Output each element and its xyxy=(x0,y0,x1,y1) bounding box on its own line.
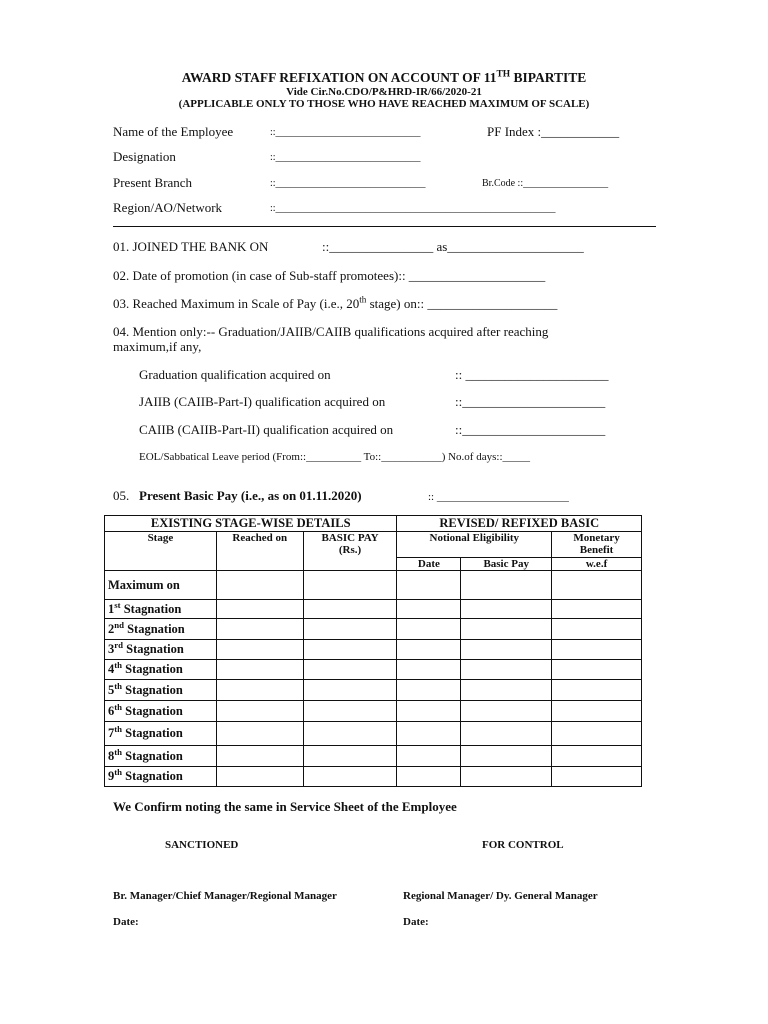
basic-pay-number: 05. xyxy=(113,488,130,503)
existing-details-header: EXISTING STAGE-WISE DETAILS xyxy=(105,516,397,532)
notional-basic-cell[interactable] xyxy=(461,746,552,767)
qualifications-instruction-cont: maximum,if any, xyxy=(113,339,202,354)
wef-cell[interactable] xyxy=(552,660,642,680)
table-row xyxy=(105,680,642,701)
page-title: AWARD STAFF REFIXATION ON ACCOUNT OF 11TH BIPARTITE xyxy=(181,69,587,85)
reached-on-cell[interactable] xyxy=(216,600,303,619)
table-row xyxy=(105,619,642,640)
notional-date-cell[interactable] xyxy=(397,746,461,767)
caiib-field[interactable]: ::______________________ xyxy=(455,422,606,437)
branch-manager-signatory: Br. Manager/Chief Manager/Regional Manager xyxy=(113,890,337,902)
basic-pay-cell[interactable] xyxy=(303,767,397,787)
reached-on-cell[interactable] xyxy=(216,660,303,680)
table-row xyxy=(105,746,642,767)
wef-cell[interactable] xyxy=(552,680,642,701)
sanctioned-label: SANCTIONED xyxy=(165,839,239,851)
notional-basic-cell[interactable] xyxy=(461,767,552,787)
basic-column-header: Basic Pay xyxy=(461,558,552,571)
table-row xyxy=(105,701,642,722)
notional-basic-cell[interactable] xyxy=(461,619,552,640)
regional-manager-signatory: Regional Manager/ Dy. General Manager xyxy=(403,890,598,902)
notional-date-cell[interactable] xyxy=(397,660,461,680)
qualifications-instruction: 04. Mention only:-- Graduation/JAIIB/CAIIB qualifications acquired after reaching xyxy=(113,324,549,339)
reached-on-column-header: Reached on xyxy=(216,532,303,571)
wef-cell[interactable] xyxy=(552,767,642,787)
section-divider xyxy=(113,226,656,227)
wef-cell[interactable] xyxy=(552,640,642,660)
wef-cell[interactable] xyxy=(552,746,642,767)
promotion-date-field[interactable]: 02. Date of promotion (in case of Sub-staff promotees):: _____________________ xyxy=(113,268,546,283)
reached-on-cell[interactable] xyxy=(216,640,303,660)
basic-pay-field[interactable]: :: ________________________ xyxy=(428,491,569,503)
notional-basic-cell[interactable] xyxy=(461,640,552,660)
basic-pay-column-header: BASIC PAY (Rs.) xyxy=(303,532,397,571)
notional-date-cell[interactable] xyxy=(397,722,461,746)
notional-basic-cell[interactable] xyxy=(461,571,552,600)
stage-cell: 8th Stagnation xyxy=(105,746,217,767)
joined-bank-label: 01. JOINED THE BANK ON xyxy=(113,239,269,254)
reached-on-cell[interactable] xyxy=(216,746,303,767)
notional-basic-cell[interactable] xyxy=(461,680,552,701)
notional-date-cell[interactable] xyxy=(397,571,461,600)
stage-column-header: Stage xyxy=(105,532,217,571)
table-row xyxy=(105,722,642,746)
joined-bank-field[interactable]: ::________________ as_____________________ xyxy=(322,239,584,254)
branch-field[interactable]: ::______________________________ xyxy=(270,178,426,189)
left-date-field[interactable]: Date: xyxy=(113,916,139,928)
notional-basic-cell[interactable] xyxy=(461,722,552,746)
basic-pay-cell[interactable] xyxy=(303,571,397,600)
basic-pay-cell[interactable] xyxy=(303,680,397,701)
table-row xyxy=(105,767,642,787)
table-row xyxy=(105,660,642,680)
eol-leave-field[interactable]: EOL/Sabbatical Leave period (From::__________ To::___________) No.of days::_____ xyxy=(139,451,530,463)
table-row xyxy=(105,640,642,660)
jaiib-label: JAIIB (CAIIB-Part-I) qualification acquired on xyxy=(139,394,386,409)
pf-index-field[interactable]: PF Index :____________ xyxy=(487,124,620,139)
wef-cell[interactable] xyxy=(552,722,642,746)
reached-on-cell[interactable] xyxy=(216,701,303,722)
reached-on-cell[interactable] xyxy=(216,619,303,640)
for-control-label: FOR CONTROL xyxy=(482,839,564,851)
applicability-note: (APPLICABLE ONLY TO THOSE WHO HAVE REACHED MAXIMUM OF SCALE) xyxy=(178,98,590,110)
basic-pay-label: Present Basic Pay (i.e., as on 01.11.2020) xyxy=(139,488,362,503)
stage-cell: 5th Stagnation xyxy=(105,680,217,701)
wef-cell[interactable] xyxy=(552,571,642,600)
basic-pay-cell[interactable] xyxy=(303,640,397,660)
stage-cell: 4th Stagnation xyxy=(105,660,217,680)
reached-on-cell[interactable] xyxy=(216,571,303,600)
branch-label: Present Branch xyxy=(113,175,193,190)
notional-date-cell[interactable] xyxy=(397,767,461,787)
designation-label: Designation xyxy=(113,149,176,164)
notional-basic-cell[interactable] xyxy=(461,701,552,722)
notional-eligibility-header: Notional Eligibility xyxy=(397,532,552,558)
wef-cell[interactable] xyxy=(552,701,642,722)
graduation-label: Graduation qualification acquired on xyxy=(139,367,331,382)
caiib-label: CAIIB (CAIIB-Part-II) qualification acquired on xyxy=(139,422,394,437)
stage-cell: 9th Stagnation xyxy=(105,767,217,787)
basic-pay-cell[interactable] xyxy=(303,619,397,640)
region-field[interactable]: ::________________________________________________________ xyxy=(270,203,556,214)
region-label: Region/AO/Network xyxy=(113,200,223,215)
notional-basic-cell[interactable] xyxy=(461,660,552,680)
notional-basic-cell[interactable] xyxy=(461,600,552,619)
stage-cell: 7th Stagnation xyxy=(105,722,217,746)
stage-cell: 3rd Stagnation xyxy=(105,640,217,660)
basic-pay-cell[interactable] xyxy=(303,660,397,680)
notional-date-cell[interactable] xyxy=(397,680,461,701)
right-date-field[interactable]: Date: xyxy=(403,916,429,928)
wef-cell[interactable] xyxy=(552,619,642,640)
designation-field[interactable]: ::_____________________________ xyxy=(270,152,421,163)
basic-pay-cell[interactable] xyxy=(303,600,397,619)
circular-reference: Vide Cir.No.CDO/P&HRD-IR/66/2020-21 xyxy=(286,86,482,98)
reached-on-cell[interactable] xyxy=(216,680,303,701)
stage-table xyxy=(104,515,642,787)
table-row xyxy=(105,571,642,600)
employee-name-field[interactable]: ::_____________________________ xyxy=(270,127,421,138)
monetary-benefit-header: Monetary Benefit xyxy=(552,532,642,558)
stage-cell: Maximum on xyxy=(105,571,217,600)
reached-maximum-field[interactable]: 03. Reached Maximum in Scale of Pay (i.e., 20th stage) on:: ____________________ xyxy=(113,294,558,311)
wef-column-header: w.e.f xyxy=(552,558,642,571)
confirmation-statement: We Confirm noting the same in Service Sheet of the Employee xyxy=(113,799,457,814)
stage-cell: 6th Stagnation xyxy=(105,701,217,722)
table-row xyxy=(105,600,642,619)
branch-code-field[interactable]: Br.Code ::_________________ xyxy=(482,178,609,189)
date-column-header: Date xyxy=(397,558,461,571)
reached-on-cell[interactable] xyxy=(216,722,303,746)
stage-cell: 2nd Stagnation xyxy=(105,619,217,640)
jaiib-field[interactable]: ::______________________ xyxy=(455,394,606,409)
notional-date-cell[interactable] xyxy=(397,600,461,619)
notional-date-cell[interactable] xyxy=(397,619,461,640)
revised-basic-header: REVISED/ REFIXED BASIC xyxy=(397,516,642,532)
wef-cell[interactable] xyxy=(552,600,642,619)
stage-cell: 1st Stagnation xyxy=(105,600,217,619)
basic-pay-cell[interactable] xyxy=(303,701,397,722)
graduation-field[interactable]: :: ______________________ xyxy=(455,367,609,382)
employee-name-label: Name of the Employee xyxy=(113,124,234,139)
notional-date-cell[interactable] xyxy=(397,640,461,660)
notional-date-cell[interactable] xyxy=(397,701,461,722)
reached-on-cell[interactable] xyxy=(216,767,303,787)
basic-pay-cell[interactable] xyxy=(303,746,397,767)
basic-pay-cell[interactable] xyxy=(303,722,397,746)
